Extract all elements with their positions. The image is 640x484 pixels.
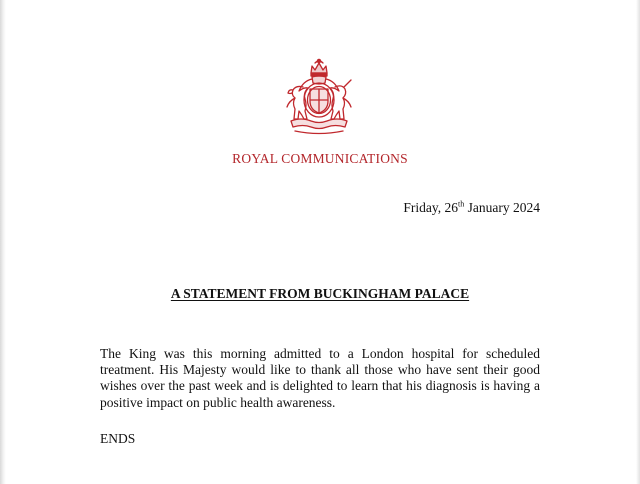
- statement-body: The King was this morning admitted to a London hospital for scheduled treatment. His Majesty would like to thank all those who have sent their good wishes over the past week and is delighted to learn that his diagnosis is having a positive impact on public health awareness.: [100, 346, 540, 410]
- organization-name: ROYAL COMMUNICATIONS: [232, 151, 408, 166]
- royal-coat-of-arms-icon: [281, 57, 357, 135]
- date-month-year: January 2024: [464, 200, 540, 215]
- date-day: Friday, 26: [403, 200, 459, 215]
- statement-closing: ENDS: [100, 431, 136, 446]
- statement-date: [403, 200, 540, 216]
- date-ordinal-suffix: th: [458, 199, 465, 209]
- statement-heading: A STATEMENT FROM BUCKINGHAM PALACE: [170, 286, 470, 301]
- page-right-edge: [636, 0, 640, 484]
- page-left-edge: [0, 0, 6, 484]
